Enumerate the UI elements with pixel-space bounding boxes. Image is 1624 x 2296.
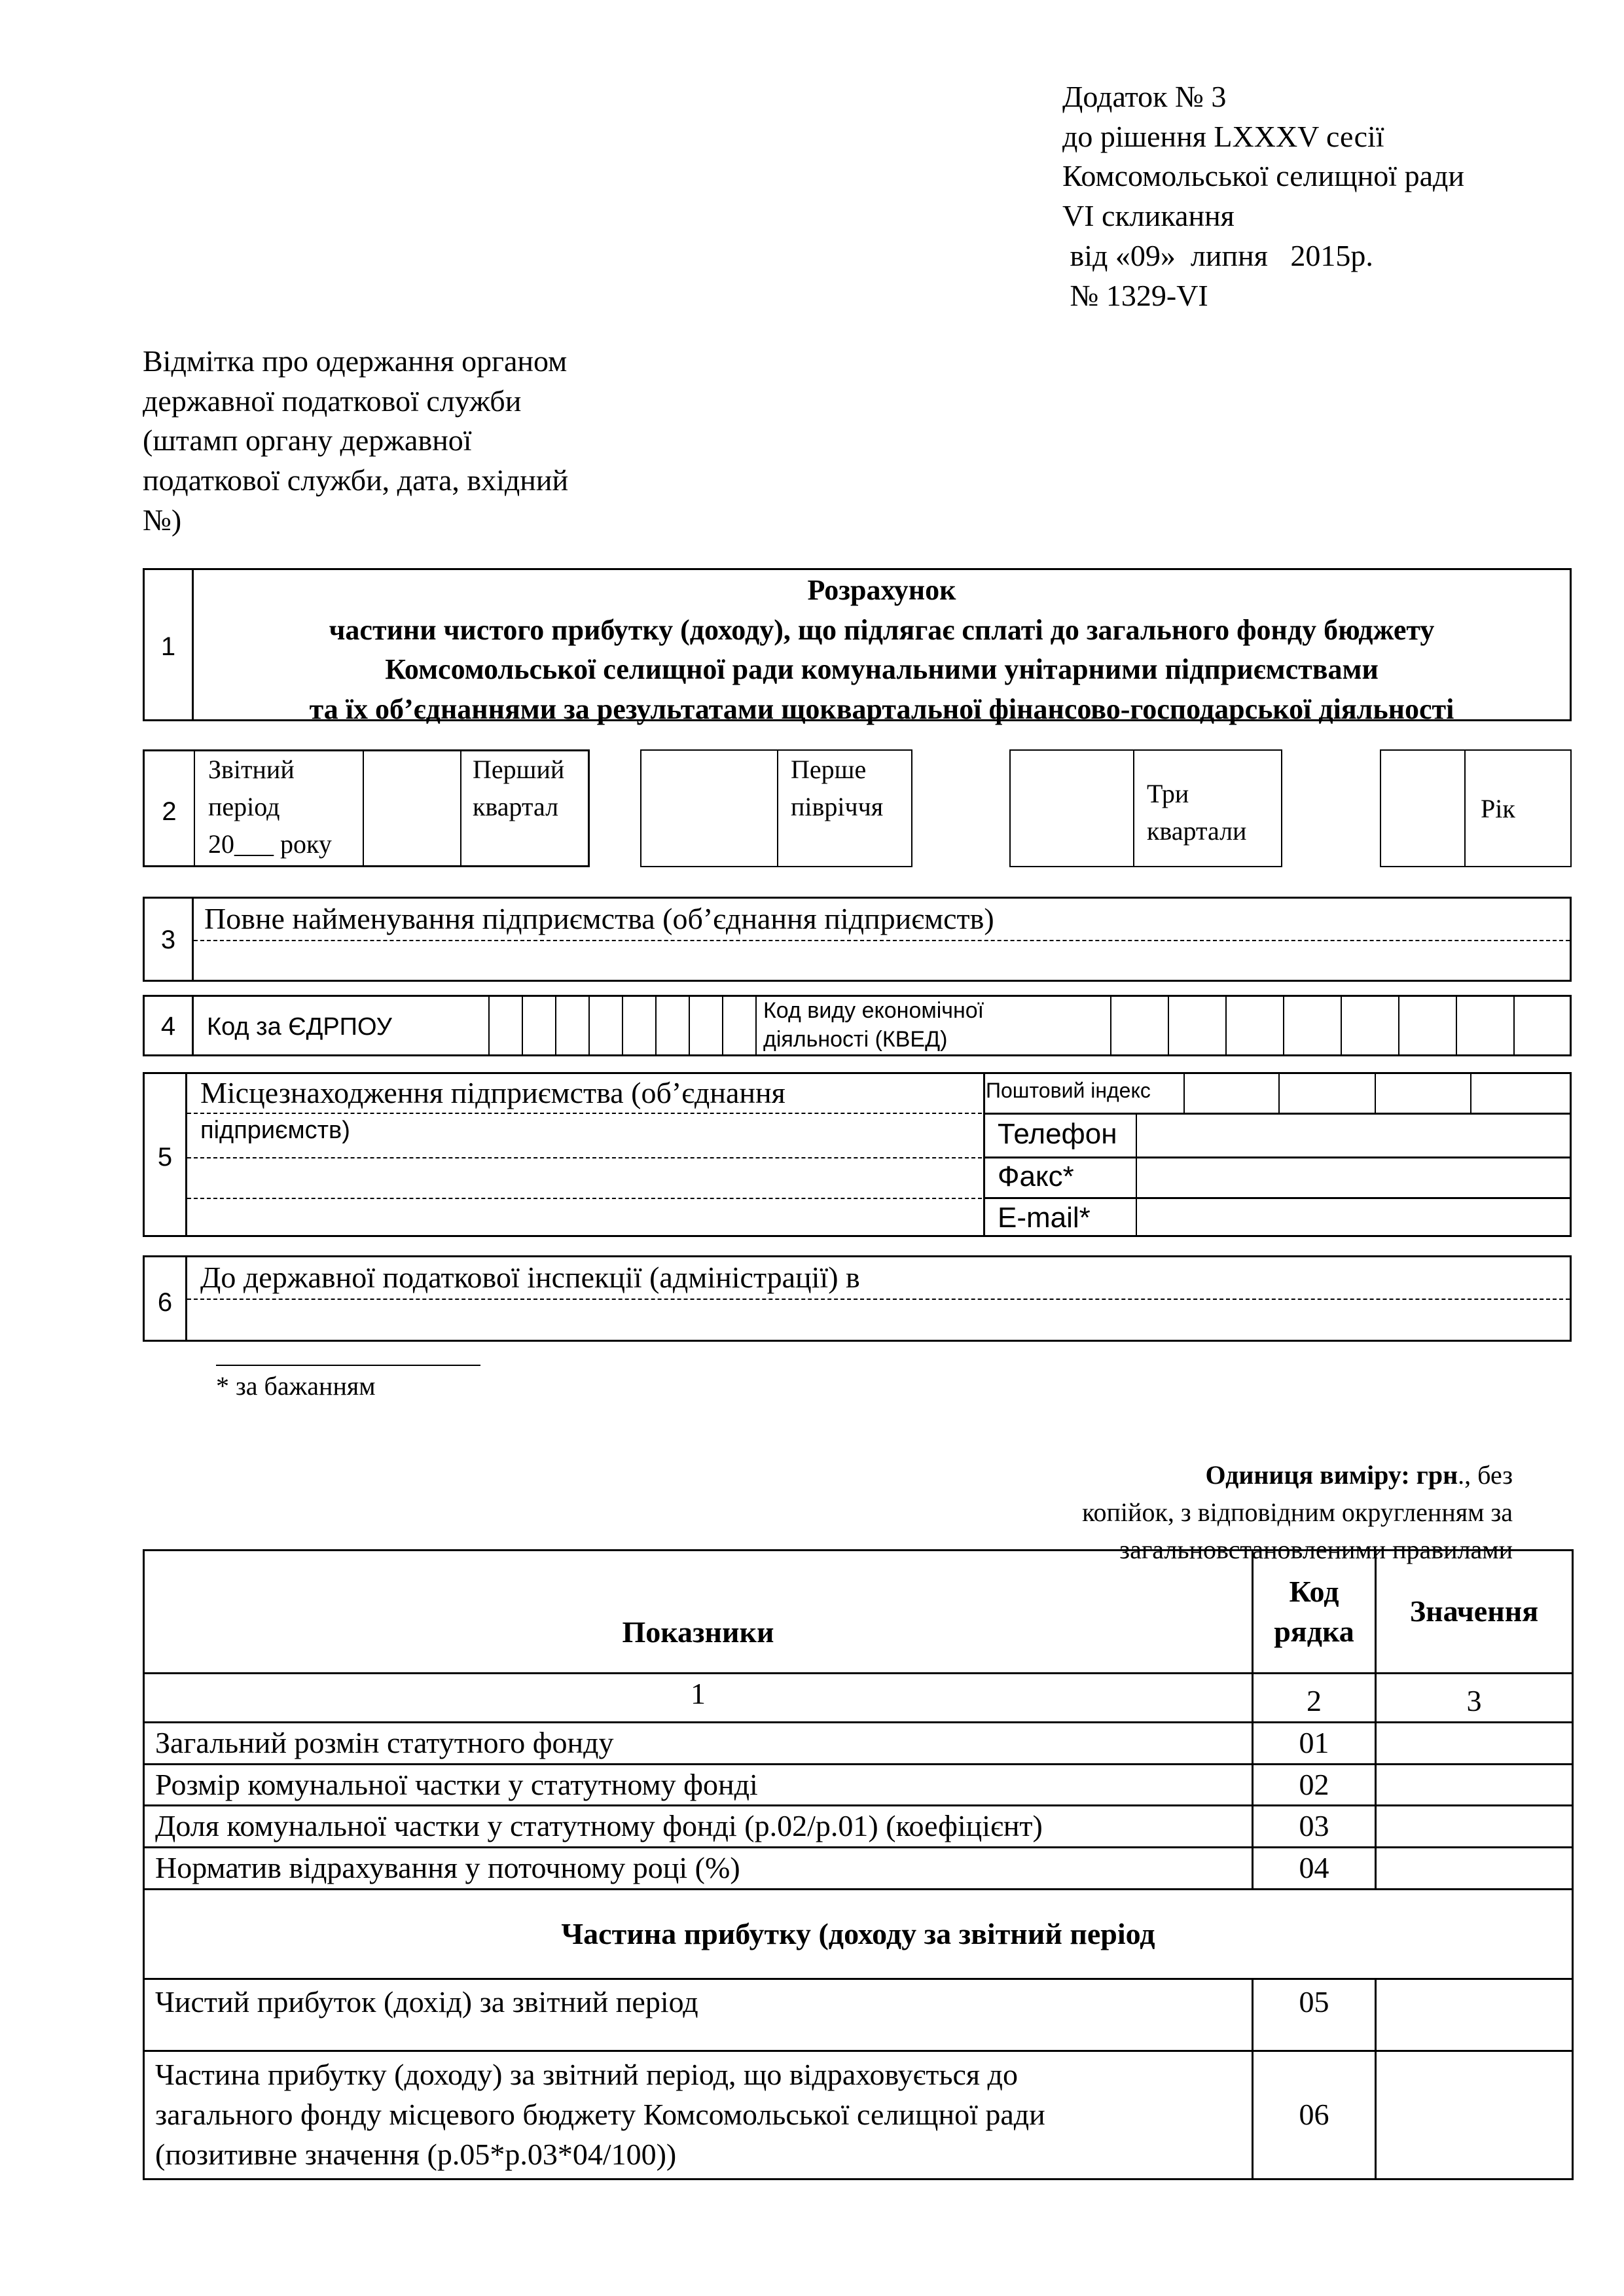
period-label-line: Звітний [208, 755, 295, 784]
location-label: Місцезнаходження підприємства (об’єднання [200, 1076, 785, 1109]
q1-label [473, 751, 587, 826]
q3-label-line: Три [1147, 779, 1189, 808]
section-divider [1464, 749, 1466, 867]
section-number: 3 [160, 925, 176, 954]
h1-label [791, 751, 909, 826]
q3-label-line: квартали [1147, 816, 1247, 846]
h1-label-line: Перше [791, 755, 867, 784]
section-number: 1 [160, 632, 176, 661]
table-row [144, 1764, 1573, 1806]
form-title [194, 571, 1570, 730]
form-title-line: Розрахунок [807, 574, 956, 606]
section-divider [460, 749, 461, 867]
location-field[interactable] [187, 1159, 982, 1235]
period-label-line: період [208, 791, 280, 821]
row-code: 02 [1253, 1764, 1376, 1806]
units-note-line: копійок, з відповідним округленням за [1082, 1497, 1513, 1527]
header-code [1253, 1551, 1376, 1674]
row-code: 04 [1253, 1848, 1376, 1890]
header-code-line: рядка [1274, 1614, 1354, 1648]
row-label-line: Частина прибутку (доходу) за звітний період, що відраховується до [155, 2058, 1018, 2092]
year-label: Рік [1481, 794, 1515, 823]
header-value: Значення [1376, 1551, 1573, 1674]
period-checkbox-h1[interactable] [641, 751, 776, 866]
header-indicators: Показники [144, 1551, 1253, 1674]
section-divider [1133, 749, 1134, 867]
section-number: 2 [162, 797, 177, 826]
row-value-field[interactable] [1376, 1764, 1573, 1806]
row-label-line: (позитивне значення (р.05*р.03*04/100)) [155, 2137, 677, 2171]
section-number: 6 [157, 1288, 173, 1317]
phone-field[interactable] [1137, 1115, 1570, 1155]
location-label-line2: підприємств) [200, 1117, 350, 1144]
annex-line: Додаток № 3 [1062, 80, 1227, 113]
kved-code-field[interactable] [1111, 997, 1570, 1054]
row-value-field[interactable] [1376, 1806, 1573, 1848]
fax-field[interactable] [1137, 1158, 1570, 1196]
section-heading: Частина прибутку (доходу за звітний період [144, 1889, 1573, 1979]
table-header-row [144, 1551, 1573, 1674]
table-row [144, 1848, 1573, 1890]
postal-code-field[interactable] [1185, 1074, 1570, 1112]
kved-label [763, 996, 1104, 1054]
email-field[interactable] [1137, 1199, 1570, 1235]
table-row [144, 1723, 1573, 1765]
col-number: 3 [1376, 1674, 1573, 1723]
receipt-note-line: Відмітка про одержання органом [143, 344, 568, 378]
header-code-line: Код [1289, 1574, 1339, 1608]
units-note-line: загальновстановленими правилами [1119, 1534, 1513, 1564]
receipt-note-line: №) [143, 503, 182, 537]
kved-label-line: діяльності (КВЕД) [763, 1027, 948, 1052]
row-value-field[interactable] [1376, 1723, 1573, 1765]
section-number: 5 [157, 1143, 173, 1172]
footnote: * за бажанням [216, 1371, 376, 1401]
receipt-note-line: державної податкової служби [143, 384, 522, 418]
footnote-rule [216, 1365, 480, 1366]
row-label: Норматив відрахування у поточному році (%) [144, 1848, 1253, 1890]
h1-label-line: півріччя [791, 791, 884, 821]
row-label-line: загального фонду місцевого бюджету Комсомольської селищної ради [155, 2098, 1045, 2132]
row-value-field[interactable] [1376, 1848, 1573, 1890]
indicators-table [143, 1549, 1574, 2180]
annex-line: № 1329-VI [1062, 278, 1208, 312]
annex-block [1062, 77, 1560, 315]
annex-line: Комсомольської селищної ради [1062, 159, 1465, 193]
table-row [144, 1806, 1573, 1848]
col-number: 2 [1253, 1674, 1376, 1723]
section-divider [192, 995, 194, 1056]
postal-code-label: Поштовий індекс [986, 1079, 1151, 1102]
enterprise-name-field[interactable] [194, 942, 1570, 980]
units-rest: ., без [1458, 1460, 1513, 1490]
enterprise-name-label: Повне найменування підприємства (об’єднання підприємств) [204, 902, 994, 935]
annex-line: до рішення LXXXV сесії [1062, 119, 1384, 153]
fax-label: Факс* [998, 1160, 1074, 1193]
row-label: Розмір комунальної частки у статутному фонді [144, 1764, 1253, 1806]
annex-line: від «09» липня 2015р. [1062, 238, 1373, 272]
edrpou-code-field[interactable] [490, 997, 754, 1054]
kved-label-line: Код виду економічної [763, 998, 984, 1023]
phone-label: Телефон [998, 1118, 1117, 1150]
q1-label-line: квартал [473, 791, 559, 821]
row-label [144, 2051, 1253, 2179]
period-checkbox-q3[interactable] [1011, 751, 1132, 866]
row-value-field[interactable] [1376, 1979, 1573, 2051]
period-label-line: 20___ року [208, 829, 332, 859]
period-checkbox-year[interactable] [1381, 751, 1464, 866]
form-title-line: та їх об’єднаннями за результатами щоквартальної фінансово-господарської діяльності [309, 693, 1454, 726]
edrpou-label: Код за ЄДРПОУ [207, 1013, 392, 1041]
section-divider [983, 1072, 985, 1237]
form-title-line: частини чистого прибутку (доходу), що підлягає сплаті до загального фонду бюджету [329, 613, 1435, 646]
table-section-row [144, 1889, 1573, 1979]
row-code: 03 [1253, 1806, 1376, 1848]
digit-cell-divider [755, 995, 757, 1056]
row-label: Доля комунальної частки у статутному фонді (р.02/р.01) (коефіцієнт) [144, 1806, 1253, 1848]
period-label [208, 751, 359, 863]
section-divider [777, 749, 778, 867]
table-row [144, 2051, 1573, 2179]
col-number: 1 [144, 1674, 1253, 1723]
annex-line: VI скликання [1062, 199, 1235, 233]
units-note-line [916, 1457, 1513, 1494]
q3-label [1147, 776, 1278, 850]
period-checkbox-q1[interactable] [364, 751, 460, 866]
tax-inspection-field[interactable] [187, 1300, 1570, 1340]
q1-label-line: Перший [473, 755, 565, 784]
table-row [144, 1979, 1573, 2051]
tax-inspection-label: До державної податкової інспекції (адміністрації) в [200, 1261, 860, 1294]
units-bold: Одиниця виміру: грн [1205, 1460, 1458, 1490]
row-label: Загальний розмін статутного фонду [144, 1723, 1253, 1765]
dashed-separator [187, 1299, 1570, 1300]
section-divider [194, 749, 195, 867]
row-code: 06 [1253, 2051, 1376, 2179]
row-code: 05 [1253, 1979, 1376, 2051]
form-title-line: Комсомольської селищної ради комунальними унітарними підприємствами [385, 653, 1379, 686]
table-number-row [144, 1674, 1573, 1723]
row-code: 01 [1253, 1723, 1376, 1765]
section-number: 4 [160, 1012, 176, 1041]
dashed-separator [194, 940, 1570, 941]
row-value-field[interactable] [1376, 2051, 1573, 2179]
receipt-note-line: податкової служби, дата, вхідний [143, 463, 569, 497]
email-label: E-mail* [998, 1202, 1091, 1234]
dashed-separator [187, 1157, 982, 1158]
dashed-separator [187, 1113, 982, 1114]
receipt-note-line: (штамп органу державної [143, 423, 472, 457]
row-label: Чистий прибуток (дохід) за звітний період [144, 1979, 1253, 2051]
receipt-note [143, 342, 640, 541]
